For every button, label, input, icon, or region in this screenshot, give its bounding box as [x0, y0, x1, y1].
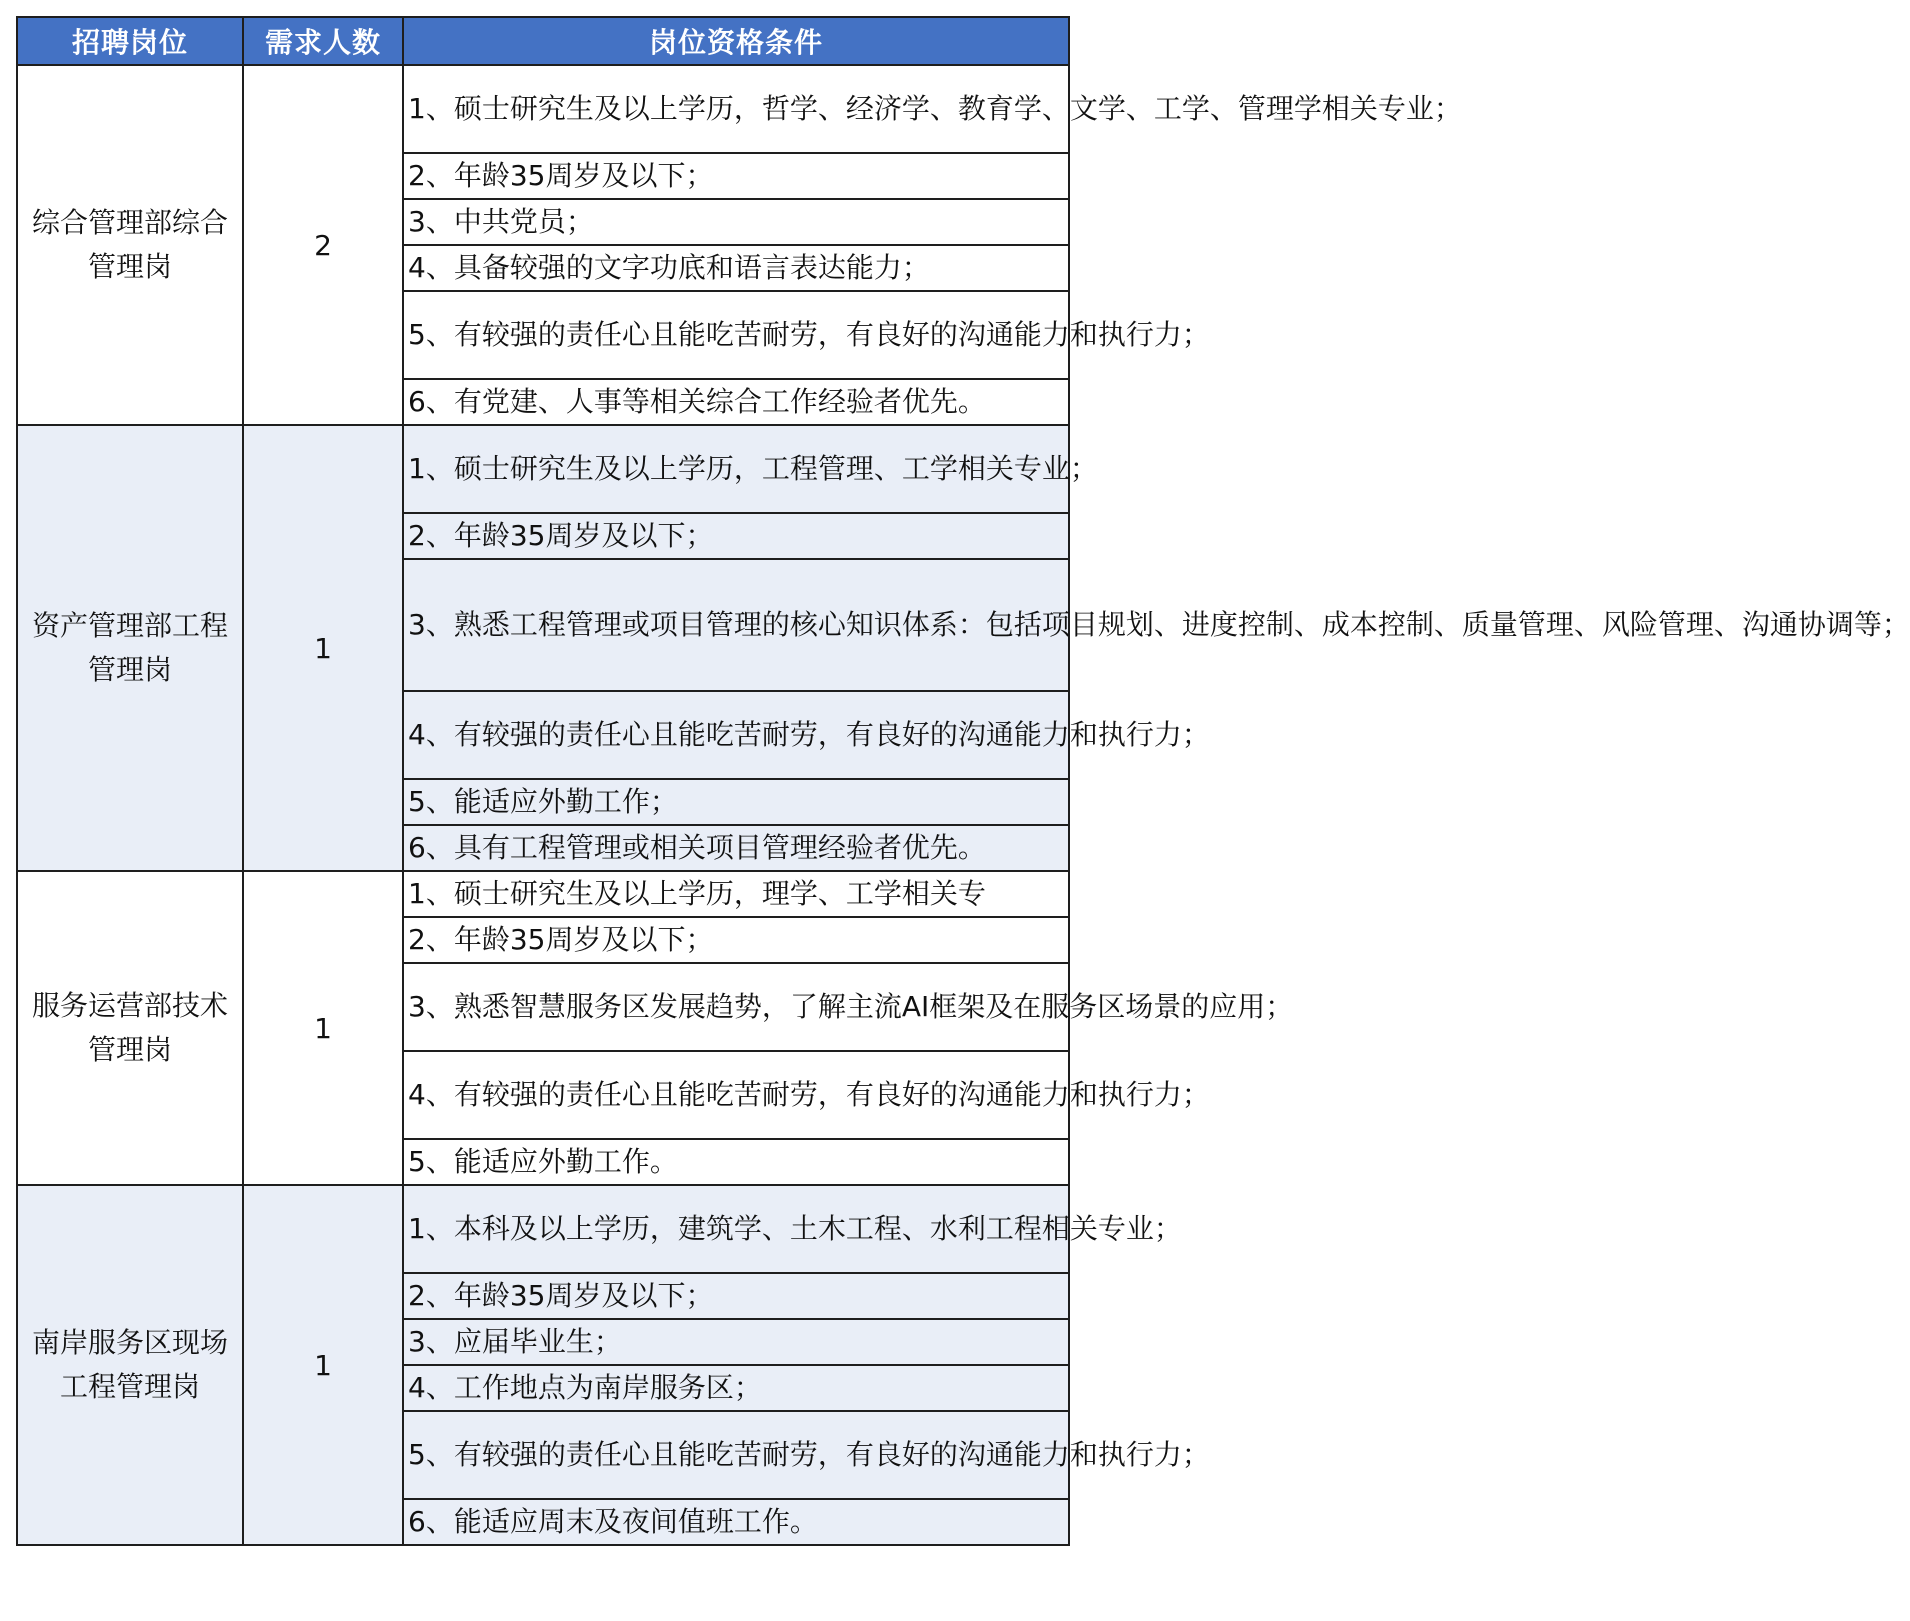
requirement-cell: 1、硕士研究生及以上学历，哲学、经济学、教育学、文学、工学、管理学相关专业； — [403, 65, 1069, 153]
requirement-cell: 4、工作地点为南岸服务区； — [403, 1365, 1069, 1411]
requirement-cell: 4、具备较强的文字功底和语言表达能力； — [403, 245, 1069, 291]
requirement-cell: 4、有较强的责任心且能吃苦耐劳，有良好的沟通能力和执行力； — [403, 691, 1069, 779]
table-row — [17, 65, 1069, 153]
header-requirements: 岗位资格条件 — [403, 17, 1069, 65]
requirement-cell: 6、能适应周末及夜间值班工作。 — [403, 1499, 1069, 1545]
requirement-cell: 2、年龄35周岁及以下； — [403, 1273, 1069, 1319]
requirement-cell: 6、有党建、人事等相关综合工作经验者优先。 — [403, 379, 1069, 425]
requirement-cell: 1、硕士研究生及以上学历，工程管理、工学相关专业； — [403, 425, 1069, 513]
requirement-cell: 6、具有工程管理或相关项目管理经验者优先。 — [403, 825, 1069, 871]
header-row — [17, 17, 1069, 65]
header-count: 需求人数 — [243, 17, 403, 65]
table-row — [17, 1185, 1069, 1273]
count-cell: 1 — [243, 871, 403, 1185]
requirement-cell: 5、有较强的责任心且能吃苦耐劳，有良好的沟通能力和执行力； — [403, 291, 1069, 379]
position-cell: 服务运营部技术管理岗 — [17, 871, 243, 1185]
requirement-cell: 4、有较强的责任心且能吃苦耐劳，有良好的沟通能力和执行力； — [403, 1051, 1069, 1139]
requirement-cell: 1、本科及以上学历，建筑学、土木工程、水利工程相关专业； — [403, 1185, 1069, 1273]
requirement-cell: 2、年龄35周岁及以下； — [403, 917, 1069, 963]
table-row — [17, 871, 1069, 917]
requirement-cell: 5、有较强的责任心且能吃苦耐劳，有良好的沟通能力和执行力； — [403, 1411, 1069, 1499]
requirement-cell: 5、能适应外勤工作。 — [403, 1139, 1069, 1185]
header-position: 招聘岗位 — [17, 17, 243, 65]
requirement-cell: 2、年龄35周岁及以下； — [403, 513, 1069, 559]
requirement-cell: 2、年龄35周岁及以下； — [403, 153, 1069, 199]
position-cell: 资产管理部工程管理岗 — [17, 425, 243, 871]
count-cell: 1 — [243, 425, 403, 871]
table-row — [17, 425, 1069, 513]
requirement-cell: 1、硕士研究生及以上学历，理学、工学相关专 — [403, 871, 1069, 917]
count-cell: 1 — [243, 1185, 403, 1545]
requirement-cell: 3、中共党员； — [403, 199, 1069, 245]
recruitment-table — [16, 16, 1910, 1546]
requirement-cell: 5、能适应外勤工作； — [403, 779, 1069, 825]
count-cell: 2 — [243, 65, 403, 425]
requirement-cell: 3、熟悉智慧服务区发展趋势，了解主流AI框架及在服务区场景的应用； — [403, 963, 1069, 1051]
requirement-cell: 3、熟悉工程管理或项目管理的核心知识体系：包括项目规划、进度控制、成本控制、质量管理、风险管理、沟通协调等； — [403, 559, 1069, 691]
position-cell: 南岸服务区现场工程管理岗 — [17, 1185, 243, 1545]
requirement-cell: 3、应届毕业生； — [403, 1319, 1069, 1365]
position-cell: 综合管理部综合管理岗 — [17, 65, 243, 425]
